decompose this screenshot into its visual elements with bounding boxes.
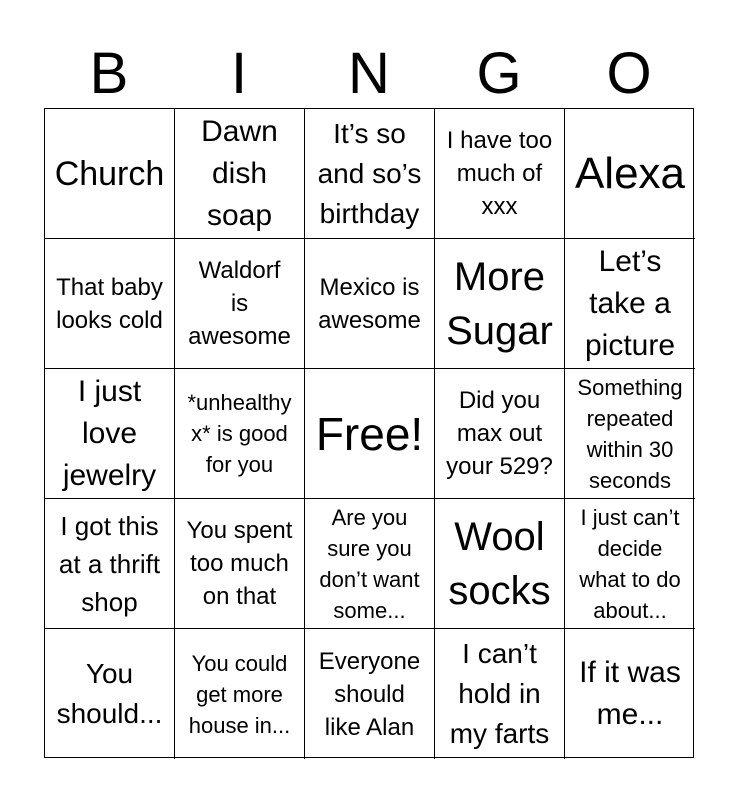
- bingo-cell[interactable]: Are you sure you don’t want some...: [305, 499, 435, 629]
- bingo-cell[interactable]: Mexico is awesome: [305, 239, 435, 369]
- bingo-cell[interactable]: I got this at a thrift shop: [45, 499, 175, 629]
- header-letter-g: G: [476, 41, 522, 106]
- bingo-cell[interactable]: *unhealthy x* is good for you: [175, 369, 305, 499]
- bingo-cell[interactable]: Wool socks: [435, 499, 565, 629]
- header-letter-n: N: [348, 41, 390, 106]
- bingo-cell[interactable]: Church: [45, 109, 175, 239]
- bingo-cell free-space[interactable]: Free!: [305, 369, 435, 499]
- header-letter-o: O: [606, 41, 652, 106]
- bingo-cell[interactable]: More Sugar: [435, 239, 565, 369]
- bingo-cell[interactable]: If it was me...: [579, 656, 681, 731]
- bingo-cell[interactable]: That baby looks cold: [45, 239, 175, 369]
- bingo-cell[interactable]: Alexa: [565, 109, 695, 239]
- bingo-cell[interactable]: Something repeated within 30 seconds: [565, 369, 695, 499]
- bingo-cell[interactable]: You could get more house in...: [175, 629, 305, 759]
- bingo-cell[interactable]: Dawn dish soap: [175, 109, 305, 239]
- bingo-cell[interactable]: Waldorf is awesome: [175, 239, 305, 369]
- bingo-cell[interactable]: Let’s take a picture: [565, 239, 695, 369]
- bingo-cell[interactable]: I just love jewelry: [45, 369, 175, 499]
- bingo-cell[interactable]: I have too much of xxx: [435, 109, 565, 239]
- bingo-cell[interactable]: You should...: [45, 629, 175, 759]
- bingo-cell[interactable]: Everyone should like Alan: [305, 629, 435, 759]
- bingo-cell[interactable]: It’s so and so’s birthday: [305, 109, 435, 239]
- header-letter-b: B: [89, 41, 129, 106]
- bingo-cell[interactable]: You spent too much on that: [175, 499, 305, 629]
- bingo-header: [44, 40, 694, 108]
- bingo-grid: [44, 108, 694, 758]
- header-letter-i: I: [230, 41, 248, 106]
- bingo-cell[interactable]: Did you max out your 529?: [435, 369, 565, 499]
- bingo-cell[interactable]: I just can’t decide what to do about...: [565, 499, 695, 629]
- bingo-cell[interactable]: I can’t hold in my farts: [435, 629, 565, 759]
